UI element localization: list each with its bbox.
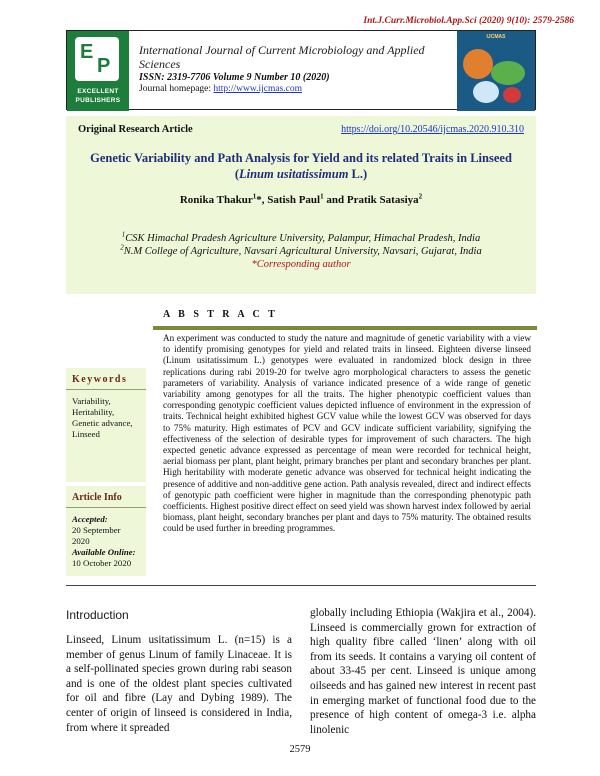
author-name: Ronika Thakur <box>179 194 253 206</box>
abstract-rule <box>153 326 537 330</box>
author-sup: 1 <box>252 192 257 201</box>
affiliations <box>66 232 536 271</box>
journal-issn: ISSN: 2319-7706 Volume 9 Number 10 (2020) <box>139 72 330 83</box>
keywords-heading: Keywords <box>66 368 146 390</box>
online-label: Available Online: <box>72 547 136 557</box>
accepted-date: 20 September 2020 <box>72 525 121 546</box>
doi-link[interactable]: https://doi.org/10.20546/ijcmas.2020.910.310 <box>341 124 524 135</box>
keyword-item: Genetic advance, <box>72 418 133 428</box>
logo-text <box>69 87 127 105</box>
article-info-body <box>66 508 146 575</box>
article-type: Original Research Article <box>78 124 193 135</box>
author-sep: *, <box>256 194 268 206</box>
logo-text-line2: PUBLISHERS <box>75 97 121 104</box>
logo-text-line1: EXCELLENT <box>77 88 119 95</box>
corresponding-author: *Corresponding author <box>251 259 351 270</box>
article-title <box>86 150 516 182</box>
title-part1: Genetic Variability and Path Analysis for Yield and its related Traits in Linseed ( <box>90 151 512 181</box>
article-info-heading: Article Info <box>66 486 146 508</box>
homepage-label: Journal homepage: <box>139 84 214 94</box>
affiliation-2 <box>66 245 536 258</box>
cover-shape <box>463 49 493 79</box>
cover-shape <box>473 81 499 103</box>
affiliation-text: CSK Himachal Pradesh Agriculture University, Palampur, Himachal Pradesh, India <box>125 233 481 244</box>
abstract-text: An experiment was conducted to study the nature and magnitude of genetic variability with a view to identify promising genotypes for yield and related traits in linseed. Eighteen diverse linseed (Linum usitatissimum L.) genotypes were evaluated in randomized block design in three replications during rabi 2019-20 for twelve agro morphological characters to assess the genetic parameters of variability. Analysis of variance indicated presence of a wide range of genetic variability among genotypes for all the traits. The higher phenotypic coefficient values than corresponding genotypic coefficient values depicted influence of environment in the expression of traits. Technical height exhibited highest GCV value while the lowest GCV was observed for days to 75% maturity. High estimates of PCV and GCV indicate sufficient variability, signifying the effectiveness of the selection of desirable types for improvement of such characters. The high expected genetic advance expressed as percentage of mean were recorded for technical height, aerial biomass per plant, plant height, primary branches per plant and secondary branches per plant. High heritability with moderate genetic advance was observed for technical height indicating the presence of additive and non-additive gene action. Path analysis revealed, direct and indirect effects of genotypic path coefficient were higher in magnitude than the corresponding phenotypic path coefficients. Highest positive direct effect on seed yield was shown harvest index followed by aerial biomass, plant height, secondary branches per plant and days to 75% maturity. The obtained results could be used further in breeding programmes. <box>163 333 531 534</box>
keyword-item: Linseed <box>72 429 100 439</box>
cover-shape <box>491 61 525 85</box>
article-info-box <box>66 486 146 576</box>
homepage-link[interactable]: http://www.ijcmas.com <box>213 84 302 94</box>
author-sup: 1 <box>320 192 324 201</box>
author-list <box>66 194 536 206</box>
author-name: Pratik Satasiya <box>346 194 419 206</box>
introduction-right-column: globally including Ethiopia (Wakjira et al., 2004). Linseed is commercially grown for extraction of high quality fibre called ‘linen’ along with oil from its seeds. It contains a varying oil content of about 33-45 per cent. Linseed is unique among oilseeds and has gained new interest in recent past in emerging market of functional food due to the presence of high content of omega-3 i.e. alpha linolenic <box>310 607 536 736</box>
journal-header <box>66 30 536 110</box>
page-number: 2579 <box>289 744 311 755</box>
author-sep: and <box>323 194 347 206</box>
title-part2: L.) <box>348 167 368 181</box>
keywords-list <box>66 390 146 446</box>
journal-info <box>139 43 459 94</box>
title-species: Linum usitatissimum <box>239 167 349 181</box>
affiliation-text: N.M College of Agriculture, Navsari Agricultural University, Navsari, Gujarat, India <box>123 246 482 257</box>
journal-title: International Journal of Current Microbiology and Applied Sciences <box>139 43 425 71</box>
author-sup: 2 <box>418 192 423 201</box>
author-name: Satish Paul <box>267 194 321 206</box>
journal-cover-image <box>457 31 535 111</box>
affiliation-sup: 1 <box>121 230 126 239</box>
cover-shape <box>503 87 521 103</box>
logo-letter-p: P <box>97 55 111 77</box>
abstract-heading: A B S T R A C T <box>163 309 278 320</box>
publisher-logo <box>67 31 129 111</box>
accepted-label: Accepted: <box>72 514 108 524</box>
affiliation-sup: 2 <box>120 243 124 252</box>
keyword-item: Heritability, <box>72 407 115 417</box>
logo-letter-e: E <box>80 41 94 63</box>
journal-homepage <box>139 84 459 94</box>
online-date: 10 October 2020 <box>72 558 132 568</box>
keywords-box <box>66 368 146 482</box>
section-divider <box>66 585 536 586</box>
cover-title: IJCMAS <box>486 34 506 40</box>
logo-badge <box>75 37 119 81</box>
article-header-box <box>66 116 536 294</box>
running-head: Int.J.Curr.Microbiol.App.Sci (2020) 9(10): 2579-2586 <box>363 16 574 26</box>
keyword-item: Variability, <box>72 396 111 406</box>
affiliation-1 <box>66 232 536 245</box>
introduction-left-column: Linseed, Linum usitatissimum L. (n=15) is a member of genus Linum of family Linaceae. It is a self-pollinated species grown during rabi season and is one of the oldest plant species cultivated for oil and fibre (Lay and Dybing 1989). The center of origin of linseed is considered in India, from where it spreaded <box>66 634 292 734</box>
introduction-heading: Introduction <box>66 608 129 622</box>
